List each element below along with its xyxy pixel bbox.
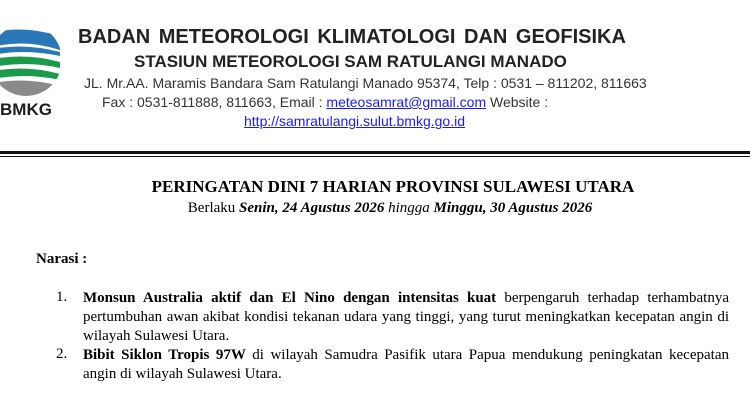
list-item-body: berpengaruh terhadap terhambatnya pertumbuhan awan akibat kondisi tekanan udara yang tinggi, yang turut meningkatkan kecepatan angin di wilayah Sulawesi Utara.: [83, 290, 729, 344]
email-link[interactable]: meteosamrat@gmail.com: [326, 94, 487, 110]
letterhead: [0, 0, 750, 150]
narrative-list: [0, 289, 750, 384]
validity-period: [0, 200, 750, 217]
list-item-number: 2.: [56, 346, 68, 362]
logo-text: BMKG: [0, 100, 52, 119]
validity-mid: hingga: [384, 200, 434, 216]
contact-line: [102, 94, 548, 110]
list-item-bold: Monsun Australia aktif dan El Nino dengan intensitas kuat: [83, 290, 497, 306]
list-item-number: 1.: [56, 289, 68, 305]
website-link[interactable]: http://samratulangi.sulut.bmkg.go.id: [244, 113, 466, 129]
website-line: [244, 113, 465, 129]
station-name: STASIUN METEOROLOGI SAM RATULANGI MANADO: [134, 52, 567, 71]
list-item-text: [83, 346, 729, 384]
list-item-body: di wilayah Samudra Pasifik utara Papua mendukung peningkatan kecepatan angin di wilayah Sulawesi Utara.: [83, 347, 729, 382]
bmkg-emblem-icon: [0, 20, 62, 100]
list-item: [0, 289, 750, 346]
website-label: Website :: [486, 94, 549, 110]
list-item: [0, 346, 750, 384]
validity-prefix: Berlaku: [187, 200, 240, 216]
end-date: Minggu, 30 Agustus 2026: [433, 200, 593, 216]
start-date: Senin, 24 Agustus 2026: [239, 200, 385, 216]
list-item-bold: Bibit Siklon Tropis 97W: [83, 347, 246, 363]
address-line: JL. Mr.AA. Maramis Bandara Sam Ratulangi Manado 95374, Telp : 0531 – 811202, 811663: [84, 75, 647, 91]
header-divider-thin: [0, 156, 750, 157]
organization-name: BADAN METEOROLOGI KLIMATOLOGI DAN GEOFISIKA: [78, 26, 626, 48]
narrative-heading: Narasi :: [36, 251, 88, 267]
fax-text: Fax : 0531-811888, 811663, Email :: [102, 94, 327, 110]
document-title: PERINGATAN DINI 7 HARIAN PROVINSI SULAWESI UTARA: [151, 177, 635, 196]
header-divider-thick: [0, 151, 750, 154]
list-item-text: [83, 289, 729, 346]
